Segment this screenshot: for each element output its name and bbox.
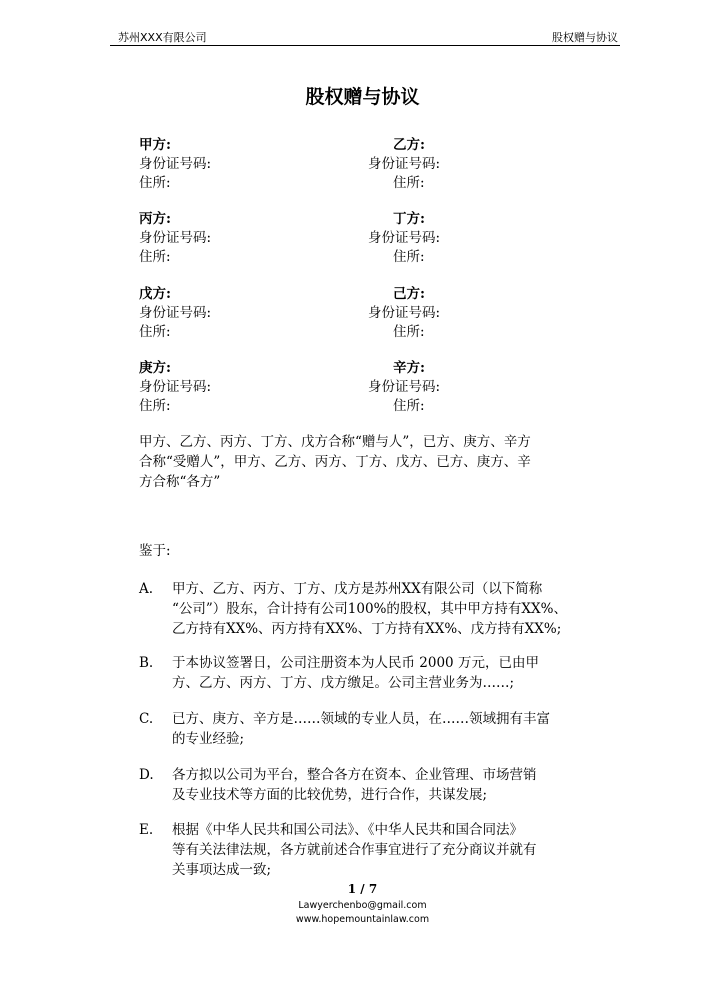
header-doc-name: 股权赠与协议: [552, 31, 618, 44]
party-address-label: 住所:: [393, 175, 425, 191]
party-name: 乙方:: [393, 137, 425, 153]
party-id-label: 身份证号码:: [368, 379, 441, 395]
party-name: 戊方:: [139, 286, 171, 302]
item-line: 乙方持有XX%、丙方持有XX%、丁方持有XX%、戊方持有XX%;: [172, 621, 562, 637]
party-id-label: 身份证号码:: [368, 230, 441, 246]
document-title: 股权赠与协议: [305, 86, 420, 108]
party-address-label: 住所:: [393, 249, 425, 265]
item-line: 于本协议签署日，公司注册资本为人民币 2000 万元，已由甲: [172, 655, 539, 671]
party-name: 辛方:: [393, 360, 425, 376]
party-block-ji: [368, 285, 440, 342]
party-address-label: 住所:: [393, 324, 425, 340]
party-id-label: 身份证号码:: [139, 156, 212, 172]
item-line: 及专业技术等方面的比较优势，进行合作，共谋发展;: [172, 787, 488, 803]
footer-website: www.hopemountainlaw.com: [295, 914, 430, 925]
item-marker: B.: [139, 655, 154, 671]
item-line: 等有关法律法规，各方就前述合作事宜进行了充分商议并就有: [172, 842, 537, 858]
party-address-label: 住所:: [393, 398, 425, 414]
party-name: 己方:: [393, 286, 425, 302]
item-line: “公司”）股东，合计持有公司100%的股权，其中甲方持有XX%、: [172, 601, 567, 617]
page-number: 1 / 7: [347, 882, 378, 896]
party-block-yi: [368, 136, 440, 193]
item-line: 甲方、乙方、丙方、丁方、戊方是苏州XX有限公司（以下简称: [172, 581, 543, 597]
item-line: 方、乙方、丙方、丁方、戊方缴足。公司主营业务为……;: [172, 675, 515, 691]
definition-line: 合称“受赠人”，甲方、乙方、丙方、丁方、戊方、已方、庚方、辛: [139, 454, 531, 470]
party-address-label: 住所:: [139, 398, 171, 414]
item-line: 的专业经验;: [172, 731, 245, 747]
item-line: 各方拟以公司为平台，整合各方在资本、企业管理、市场营销: [172, 767, 537, 783]
item-marker: D.: [139, 767, 154, 783]
party-block-wu: [139, 285, 211, 342]
party-name: 庚方:: [139, 360, 171, 376]
party-block-xin: [368, 359, 440, 416]
party-id-label: 身份证号码:: [139, 379, 212, 395]
whereas-heading: 鉴于:: [139, 543, 171, 559]
party-name: 丁方:: [393, 211, 425, 227]
definition-paragraph: [139, 432, 609, 492]
party-address-label: 住所:: [139, 249, 171, 265]
party-name: 丙方:: [139, 211, 171, 227]
party-block-bing: [139, 210, 211, 267]
party-name: 甲方:: [139, 137, 171, 153]
definition-line: 方合称“各方”: [139, 474, 221, 490]
item-line: 关事项达成一致;: [172, 862, 272, 878]
party-block-jia: [139, 136, 211, 193]
party-id-label: 身份证号码:: [368, 156, 441, 172]
party-block-geng: [139, 359, 211, 416]
party-id-label: 身份证号码:: [139, 305, 212, 321]
item-marker: C.: [139, 711, 154, 727]
item-line: 根据《中华人民共和国公司法》、《中华人民共和国合同法》: [172, 822, 523, 838]
page-header: [110, 28, 620, 46]
header-company: 苏州XXX有限公司: [118, 31, 207, 44]
party-address-label: 住所:: [139, 175, 171, 191]
definition-line: 甲方、乙方、丙方、丁方、戊方合称“赠与人”，已方、庚方、辛方: [139, 434, 531, 450]
item-marker: E.: [139, 822, 154, 838]
party-address-label: 住所:: [139, 324, 171, 340]
item-marker: A.: [139, 581, 154, 597]
party-block-ding: [368, 210, 440, 267]
party-id-label: 身份证号码:: [368, 305, 441, 321]
party-id-label: 身份证号码:: [139, 230, 212, 246]
item-line: 已方、庚方、辛方是……领域的专业人员，在……领域拥有丰富: [172, 711, 550, 727]
footer-email: Lawyerchenbo@gmail.com: [298, 900, 427, 911]
